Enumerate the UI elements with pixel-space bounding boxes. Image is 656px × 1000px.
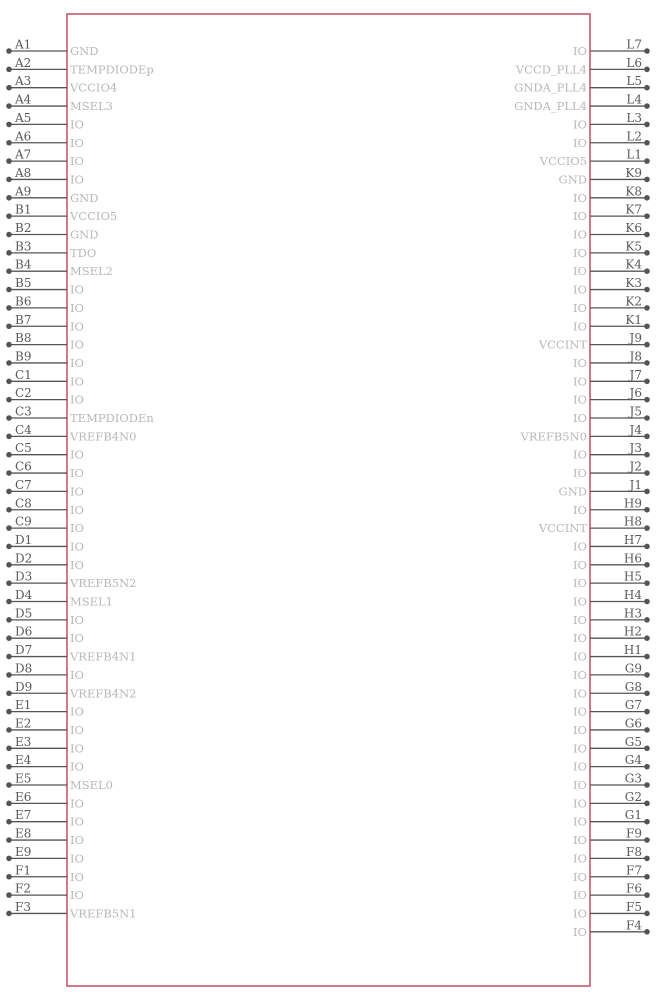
pin-number: G3 bbox=[624, 771, 642, 786]
pin-number: E9 bbox=[15, 844, 32, 859]
pin-endpoint bbox=[6, 397, 12, 403]
pin-number: G4 bbox=[624, 753, 642, 768]
pin-name: IO bbox=[70, 374, 84, 389]
pin-name: IO bbox=[70, 557, 84, 572]
pin-endpoint bbox=[644, 617, 650, 623]
pin-name: IO bbox=[573, 851, 587, 866]
pin-endpoint bbox=[6, 544, 12, 550]
pin-number: G6 bbox=[624, 716, 642, 731]
pin-number: B1 bbox=[15, 202, 32, 217]
pin-number: B8 bbox=[15, 331, 32, 346]
pin-endpoint bbox=[644, 48, 650, 54]
pin-endpoint bbox=[644, 892, 650, 898]
pin-name: GND bbox=[558, 484, 587, 499]
pin-number: G5 bbox=[624, 734, 642, 749]
pin-name: GNDA_PLL4 bbox=[514, 99, 587, 114]
pin-name: IO bbox=[573, 667, 587, 682]
pin-endpoint bbox=[6, 874, 12, 880]
pin-name: IO bbox=[70, 484, 84, 499]
pin-number: C3 bbox=[15, 404, 32, 419]
pin-name: IO bbox=[70, 704, 84, 719]
pin-number: J6 bbox=[629, 386, 642, 401]
pin-name: IO bbox=[70, 869, 84, 884]
pin-endpoint bbox=[6, 635, 12, 641]
pin-name: MSEL0 bbox=[70, 778, 114, 792]
pin-name: IO bbox=[573, 392, 587, 407]
pin-number: A4 bbox=[15, 92, 32, 107]
pin-number: D2 bbox=[15, 551, 33, 566]
pin-name: IO bbox=[70, 814, 84, 829]
pin-name: IO bbox=[573, 888, 587, 903]
pin-number: D1 bbox=[15, 532, 33, 547]
pin-endpoint bbox=[6, 580, 12, 586]
pin-name: IO bbox=[573, 117, 587, 132]
pin-number: K7 bbox=[625, 202, 642, 217]
pin-number: A9 bbox=[15, 184, 32, 199]
pin-endpoint bbox=[6, 856, 12, 862]
pin-number: A6 bbox=[15, 129, 32, 144]
pin-number: H2 bbox=[623, 624, 642, 639]
pin-endpoint bbox=[644, 379, 650, 385]
pin-name: IO bbox=[573, 576, 587, 591]
pin-number: L5 bbox=[626, 74, 642, 89]
right-pin-group bbox=[514, 38, 650, 939]
pin-endpoint bbox=[6, 709, 12, 715]
pin-endpoint bbox=[644, 562, 650, 568]
pin-endpoint bbox=[644, 250, 650, 256]
pin-endpoint bbox=[6, 507, 12, 513]
pin-number: H4 bbox=[623, 588, 642, 602]
pin-name: VREFB5N0 bbox=[520, 429, 587, 444]
pin-name: IO bbox=[573, 227, 587, 242]
pin-name: IO bbox=[70, 154, 84, 169]
pin-number: H1 bbox=[623, 643, 642, 658]
pin-name: IO bbox=[573, 924, 587, 939]
pin-name: IO bbox=[573, 319, 587, 334]
pin-number: H6 bbox=[623, 551, 642, 566]
pin-number: D4 bbox=[15, 588, 33, 602]
pin-endpoint bbox=[6, 287, 12, 293]
pin-number: E3 bbox=[15, 734, 32, 749]
pin-endpoint bbox=[644, 727, 650, 733]
pin-endpoint bbox=[6, 654, 12, 660]
pin-number: E7 bbox=[15, 808, 32, 823]
pin-name: IO bbox=[573, 245, 587, 260]
pin-endpoint bbox=[644, 580, 650, 586]
pin-name: VCCD_PLL4 bbox=[515, 62, 587, 77]
pin-number: K6 bbox=[625, 221, 642, 235]
pin-number: G1 bbox=[624, 808, 642, 823]
pin-name: IO bbox=[573, 282, 587, 297]
pin-number: F8 bbox=[626, 844, 642, 859]
pin-number: D9 bbox=[15, 679, 33, 694]
pin-name: IO bbox=[573, 135, 587, 150]
pin-number: G9 bbox=[624, 661, 642, 676]
pin-number: D6 bbox=[15, 624, 33, 639]
pin-endpoint bbox=[644, 452, 650, 458]
pin-name: IO bbox=[70, 667, 84, 682]
pin-number: B2 bbox=[15, 221, 32, 235]
pin-endpoint bbox=[6, 617, 12, 623]
pin-endpoint bbox=[6, 819, 12, 825]
pin-endpoint bbox=[6, 782, 12, 788]
pin-name: MSEL2 bbox=[70, 264, 114, 279]
pin-name: IO bbox=[70, 741, 84, 756]
pin-name: IO bbox=[573, 833, 587, 848]
pin-endpoint bbox=[644, 323, 650, 329]
pin-name: TEMPDIODEn bbox=[70, 411, 154, 425]
pin-number: D5 bbox=[15, 606, 33, 621]
pin-name: IO bbox=[573, 209, 587, 224]
pin-endpoint bbox=[644, 360, 650, 366]
pin-endpoint bbox=[6, 232, 12, 238]
pin-name: IO bbox=[573, 44, 587, 58]
pin-name: IO bbox=[70, 759, 84, 774]
pin-endpoint bbox=[644, 67, 650, 73]
pin-number: C1 bbox=[15, 367, 32, 382]
pin-name: IO bbox=[70, 300, 84, 315]
pin-endpoint bbox=[644, 305, 650, 311]
pin-number: A5 bbox=[15, 110, 32, 125]
pin-name: MSEL1 bbox=[70, 594, 114, 609]
pin-endpoint bbox=[644, 213, 650, 219]
pin-endpoint bbox=[644, 856, 650, 862]
pin-number: F4 bbox=[626, 918, 642, 933]
pin-name: IO bbox=[70, 502, 84, 517]
pin-number: J7 bbox=[629, 367, 642, 382]
pin-number: D7 bbox=[15, 643, 33, 658]
pin-endpoint bbox=[6, 85, 12, 91]
pin-number: H9 bbox=[623, 496, 642, 511]
pin-name: GNDA_PLL4 bbox=[514, 80, 587, 95]
pin-number: F5 bbox=[626, 899, 642, 914]
pin-name: IO bbox=[573, 411, 587, 425]
pin-number: E1 bbox=[15, 698, 32, 713]
pin-number: L6 bbox=[626, 55, 642, 70]
pin-number: E2 bbox=[15, 716, 32, 731]
pin-endpoint bbox=[6, 268, 12, 274]
pin-name: VCCINT bbox=[538, 521, 587, 536]
pin-endpoint bbox=[644, 397, 650, 403]
pin-number: C6 bbox=[15, 459, 32, 474]
pin-endpoint bbox=[644, 434, 650, 440]
pin-number: F7 bbox=[626, 863, 642, 878]
pin-name: IO bbox=[70, 888, 84, 903]
pin-endpoint bbox=[644, 470, 650, 476]
pin-name: IO bbox=[70, 172, 84, 187]
pin-endpoint bbox=[644, 489, 650, 495]
pin-endpoint bbox=[6, 305, 12, 311]
pin-endpoint bbox=[6, 67, 12, 73]
pin-endpoint bbox=[6, 177, 12, 183]
pin-name: IO bbox=[70, 851, 84, 866]
pin-number: J5 bbox=[629, 404, 642, 419]
pin-number: J9 bbox=[629, 331, 642, 346]
pin-name: IO bbox=[573, 190, 587, 205]
pin-endpoint bbox=[644, 819, 650, 825]
pin-endpoint bbox=[6, 342, 12, 348]
pin-endpoint bbox=[644, 599, 650, 605]
pin-endpoint bbox=[644, 801, 650, 807]
pin-endpoint bbox=[644, 85, 650, 91]
pin-number: K2 bbox=[625, 294, 642, 309]
pin-endpoint bbox=[644, 177, 650, 183]
pin-endpoint bbox=[6, 892, 12, 898]
pin-name: IO bbox=[70, 796, 84, 811]
pin-number: H5 bbox=[623, 569, 642, 584]
pin-number: J2 bbox=[629, 459, 642, 474]
pin-endpoint bbox=[644, 654, 650, 660]
pin-number: K1 bbox=[625, 312, 642, 327]
pin-name: IO bbox=[573, 374, 587, 389]
pin-number: E5 bbox=[15, 771, 32, 786]
pin-number: J3 bbox=[629, 441, 642, 456]
pin-number: F3 bbox=[15, 899, 31, 914]
pin-number: K5 bbox=[625, 239, 642, 254]
pin-endpoint bbox=[644, 544, 650, 550]
pin-name: IO bbox=[573, 539, 587, 554]
pin-F3 bbox=[6, 900, 136, 921]
pin-endpoint bbox=[6, 727, 12, 733]
pin-name: IO bbox=[573, 264, 587, 279]
pin-number: D8 bbox=[15, 661, 33, 676]
pin-number: C8 bbox=[15, 496, 32, 511]
pin-number: F2 bbox=[15, 881, 31, 896]
pin-name: IO bbox=[70, 392, 84, 407]
pin-name: IO bbox=[573, 594, 587, 609]
pin-number: B9 bbox=[15, 349, 32, 364]
pin-name: VCCIO4 bbox=[70, 80, 118, 95]
pin-name: IO bbox=[70, 521, 84, 536]
pin-name: IO bbox=[70, 355, 84, 370]
pin-endpoint bbox=[6, 746, 12, 752]
pin-number: F6 bbox=[626, 881, 642, 896]
pin-name: IO bbox=[70, 833, 84, 848]
pin-number: G2 bbox=[624, 789, 642, 804]
pin-endpoint bbox=[644, 764, 650, 770]
pin-name: IO bbox=[573, 686, 587, 701]
pin-endpoint bbox=[6, 470, 12, 476]
pin-name: IO bbox=[573, 612, 587, 627]
pin-endpoint bbox=[644, 672, 650, 678]
pin-endpoint bbox=[6, 690, 12, 696]
pin-endpoint bbox=[644, 158, 650, 164]
pin-number: C4 bbox=[15, 422, 32, 437]
pin-number: L4 bbox=[626, 92, 642, 107]
pin-endpoint bbox=[6, 837, 12, 843]
pin-endpoint bbox=[6, 360, 12, 366]
pin-name: IO bbox=[573, 759, 587, 774]
pin-name: VCCIO5 bbox=[70, 209, 118, 224]
pin-number: J8 bbox=[629, 349, 642, 364]
pin-name: IO bbox=[70, 466, 84, 481]
pin-number: J4 bbox=[629, 422, 642, 437]
pin-name: IO bbox=[70, 631, 84, 646]
pin-endpoint bbox=[6, 801, 12, 807]
pin-name: IO bbox=[573, 741, 587, 756]
pin-endpoint bbox=[6, 195, 12, 201]
pin-name: TDO bbox=[70, 245, 97, 260]
pin-endpoint bbox=[644, 690, 650, 696]
pin-number: G8 bbox=[624, 679, 642, 694]
pin-number: E6 bbox=[15, 789, 32, 804]
pin-number: L3 bbox=[626, 110, 642, 125]
pin-name: VREFB4N2 bbox=[70, 686, 137, 701]
pin-endpoint bbox=[644, 709, 650, 715]
pin-number: C9 bbox=[15, 514, 32, 529]
pin-endpoint bbox=[6, 599, 12, 605]
pin-number: E4 bbox=[15, 753, 32, 768]
pin-name: IO bbox=[573, 869, 587, 884]
pin-name: IO bbox=[70, 447, 84, 462]
pin-endpoint bbox=[644, 874, 650, 880]
pin-name: IO bbox=[573, 502, 587, 517]
pin-name: GND bbox=[70, 227, 99, 242]
pin-endpoint bbox=[644, 287, 650, 293]
pin-endpoint bbox=[6, 911, 12, 917]
pin-endpoint bbox=[6, 122, 12, 128]
pin-name: IO bbox=[573, 778, 587, 792]
pin-endpoint bbox=[644, 507, 650, 513]
pin-endpoint bbox=[6, 250, 12, 256]
pin-name: VREFB4N0 bbox=[70, 429, 137, 444]
pin-endpoint bbox=[644, 140, 650, 146]
pin-endpoint bbox=[6, 434, 12, 440]
pin-endpoint bbox=[6, 323, 12, 329]
pin-number: L2 bbox=[626, 129, 642, 144]
pin-number: B7 bbox=[15, 312, 32, 327]
pin-endpoint bbox=[644, 415, 650, 421]
pin-name: IO bbox=[573, 466, 587, 481]
pin-name: IO bbox=[573, 631, 587, 646]
pin-number: B5 bbox=[15, 276, 32, 291]
pin-name: MSEL3 bbox=[70, 99, 114, 114]
pin-name: TEMPDIODEp bbox=[70, 62, 154, 77]
pin-number: B3 bbox=[15, 239, 32, 254]
pin-endpoint bbox=[6, 140, 12, 146]
pin-number: H7 bbox=[623, 532, 642, 547]
pin-F4 bbox=[573, 918, 650, 939]
pin-endpoint bbox=[644, 782, 650, 788]
pin-name: VREFB5N1 bbox=[70, 906, 137, 921]
pin-endpoint bbox=[6, 764, 12, 770]
pin-number: B6 bbox=[15, 294, 32, 309]
pin-endpoint bbox=[644, 122, 650, 128]
pin-name: GND bbox=[558, 172, 587, 187]
pin-number: H8 bbox=[623, 514, 642, 529]
pin-number: L1 bbox=[626, 147, 642, 162]
pin-endpoint bbox=[6, 415, 12, 421]
pin-endpoint bbox=[6, 525, 12, 531]
pin-number: K4 bbox=[625, 257, 642, 272]
pin-name: GND bbox=[70, 44, 99, 58]
pin-name: IO bbox=[70, 539, 84, 554]
pin-endpoint bbox=[644, 929, 650, 935]
pin-number: H3 bbox=[623, 606, 642, 621]
pin-number: A2 bbox=[15, 55, 32, 70]
pin-name: IO bbox=[573, 722, 587, 737]
pin-endpoint bbox=[644, 746, 650, 752]
pin-endpoint bbox=[644, 635, 650, 641]
pin-name: IO bbox=[70, 135, 84, 150]
pin-name: IO bbox=[573, 796, 587, 811]
pin-number: B4 bbox=[15, 257, 32, 272]
pin-endpoint bbox=[644, 525, 650, 531]
pin-name: IO bbox=[573, 814, 587, 829]
pin-endpoint bbox=[6, 672, 12, 678]
pin-number: A7 bbox=[15, 147, 32, 162]
pin-endpoint bbox=[6, 158, 12, 164]
pin-number: A1 bbox=[15, 37, 32, 52]
pin-name: IO bbox=[573, 704, 587, 719]
pin-number: E8 bbox=[15, 826, 32, 841]
pin-endpoint bbox=[6, 213, 12, 219]
pin-name: VCCIO5 bbox=[539, 154, 587, 169]
pin-number: K3 bbox=[625, 276, 642, 291]
pin-number: C7 bbox=[15, 477, 32, 492]
pin-number: A8 bbox=[15, 165, 32, 180]
pin-endpoint bbox=[644, 837, 650, 843]
pin-number: L7 bbox=[626, 37, 642, 52]
pin-number: C2 bbox=[15, 386, 32, 401]
component-body bbox=[67, 14, 590, 986]
pin-number: J1 bbox=[629, 477, 642, 492]
pin-endpoint bbox=[6, 48, 12, 54]
pin-endpoint bbox=[644, 911, 650, 917]
pin-number: C5 bbox=[15, 441, 32, 456]
pin-number: F9 bbox=[626, 826, 642, 841]
pin-name: IO bbox=[70, 612, 84, 627]
pin-endpoint bbox=[6, 379, 12, 385]
pin-name: VREFB4N1 bbox=[70, 649, 137, 664]
pin-endpoint bbox=[6, 489, 12, 495]
pin-endpoint bbox=[644, 103, 650, 109]
pin-endpoint bbox=[644, 195, 650, 201]
pin-number: G7 bbox=[624, 698, 642, 713]
pin-name: IO bbox=[573, 355, 587, 370]
pin-number: F1 bbox=[15, 863, 31, 878]
pin-endpoint bbox=[644, 342, 650, 348]
pin-name: IO bbox=[70, 117, 84, 132]
pin-name: GND bbox=[70, 190, 99, 205]
pin-name: VCCINT bbox=[538, 337, 587, 352]
pin-number: D3 bbox=[15, 569, 33, 584]
pin-endpoint bbox=[6, 103, 12, 109]
pin-endpoint bbox=[6, 452, 12, 458]
pin-name: IO bbox=[70, 282, 84, 297]
pin-endpoint bbox=[644, 232, 650, 238]
pin-number: K8 bbox=[625, 184, 642, 199]
pin-number: K9 bbox=[625, 165, 642, 180]
pin-endpoint bbox=[644, 268, 650, 274]
pin-name: IO bbox=[70, 722, 84, 737]
pin-endpoint bbox=[6, 562, 12, 568]
pin-name: IO bbox=[573, 557, 587, 572]
pin-name: IO bbox=[70, 337, 84, 352]
pin-name: IO bbox=[573, 447, 587, 462]
pin-name: VREFB5N2 bbox=[70, 576, 137, 591]
pin-name: IO bbox=[573, 300, 587, 315]
pin-name: IO bbox=[70, 319, 84, 334]
left-pin-group bbox=[6, 38, 154, 921]
pin-name: IO bbox=[573, 906, 587, 921]
pin-name: IO bbox=[573, 649, 587, 664]
pin-number: A3 bbox=[15, 74, 32, 89]
